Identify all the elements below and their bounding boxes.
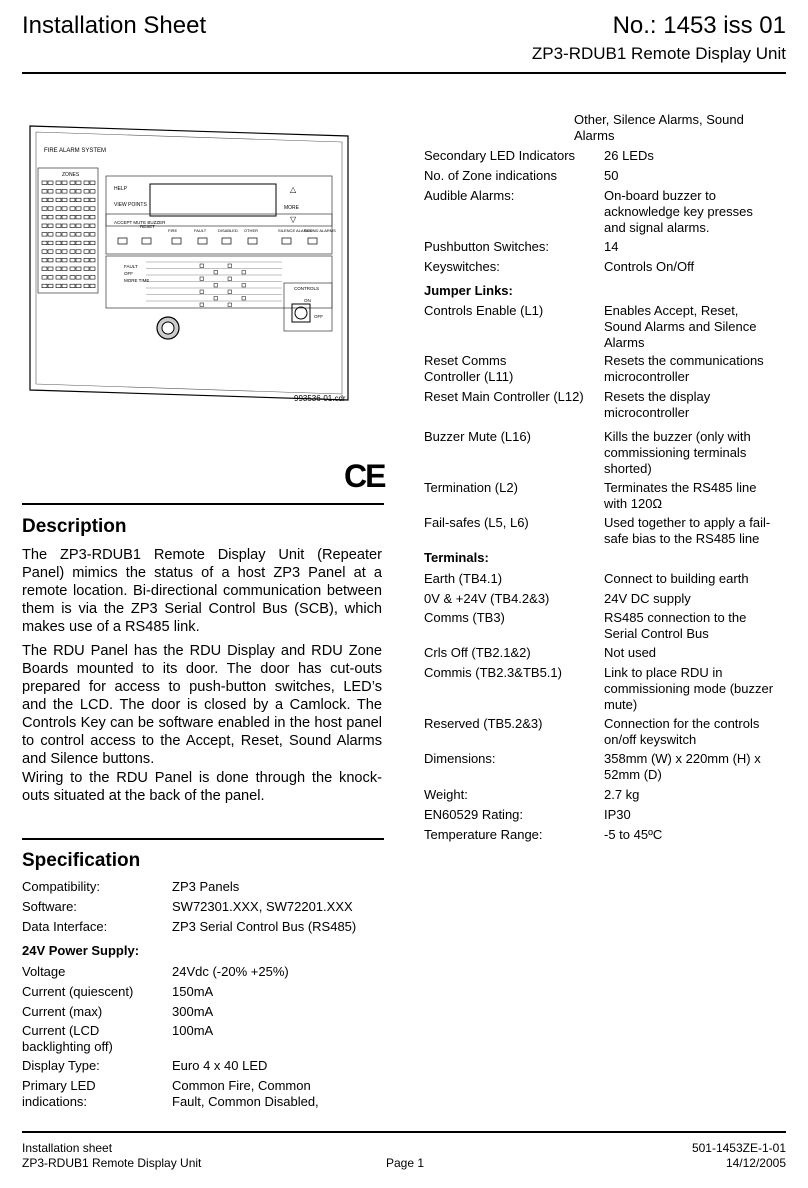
- specification-rule: [22, 838, 384, 840]
- footer-page: Page 1: [386, 1156, 425, 1170]
- specification-heading: Specification: [22, 850, 141, 871]
- up-arrow: △: [290, 185, 297, 194]
- panel-button-label: SILENCE ALARMS: [278, 228, 313, 233]
- zones-label: ZONES: [62, 172, 80, 178]
- jumper-heading: Jumper Links:: [424, 283, 513, 298]
- accept-label: ACCEPT MUTE BUZZER: [114, 220, 166, 225]
- off-label: OFF: [314, 314, 323, 319]
- more-label: MORE: [284, 205, 299, 211]
- panel-outline: [30, 126, 348, 400]
- panel-button-label: FIRE: [168, 228, 178, 233]
- panel-figure: [22, 118, 362, 408]
- footer-left-2: ZP3-RDUB1 Remote Display Unit: [22, 1156, 202, 1170]
- status-off: OFF: [124, 271, 133, 276]
- ce-mark: CE: [344, 458, 385, 494]
- description-rule: [22, 503, 384, 505]
- help-label: HELP: [114, 186, 128, 192]
- description-p1: The ZP3-RDUB1 Remote Display Unit (Repeater Panel) mimics the status of a host ZP3 Panel at a remote location. Bi-directional communication between them is via the ZP3 Serial Control Bus (SCB), which makes use of a RS485 link.: [22, 547, 382, 635]
- power-heading: 24V Power Supply:: [22, 943, 140, 958]
- header-rule: [22, 72, 786, 74]
- on-label: ON: [304, 298, 311, 303]
- description-heading: Description: [22, 516, 127, 537]
- controls-label: CONTROLS: [294, 286, 320, 291]
- description-p3: Wiring to the RDU Panel is done through the knock-outs situated at the back of the panel.: [22, 770, 382, 804]
- panel-button-label: SOUND ALARMS: [304, 228, 336, 233]
- footer-left-1: Installation sheet: [22, 1141, 113, 1155]
- panel-button-label: FAULT: [194, 228, 207, 233]
- footer-right-2: 14/12/2005: [725, 1156, 786, 1170]
- status-more-time: MORE TIME: [124, 278, 150, 283]
- camlock-inner: [162, 322, 174, 334]
- doc-number: No.: 1453 iss 01: [612, 12, 786, 39]
- panel-heading: FIRE ALARM SYSTEM: [44, 148, 107, 154]
- view-points-label: VIEW POINTS: [114, 202, 147, 208]
- doc-title: Installation Sheet: [22, 12, 207, 39]
- description-p2: The RDU Panel has the RDU Display and RDU Zone Boards mounted to its door. The door has cut-outs prepared for access to push-button switches, LED’s and the LCD. The door is closed by a Camlock. The Controls Key can be software enabled in the host panel to control access to the Accept, Reset, Sound Alarms and Silence buttons.: [22, 643, 382, 767]
- terminals-heading: Terminals:: [424, 550, 489, 565]
- panel-button-label: OTHER: [244, 228, 258, 233]
- figure-caption: 993536-01.cdr: [294, 394, 346, 403]
- panel-button-label: DISABLED: [218, 228, 238, 233]
- footer-right-1: 501-1453ZE-1-01: [691, 1141, 786, 1155]
- reset-label: RESET: [140, 224, 156, 229]
- down-arrow: ▽: [290, 215, 297, 224]
- footer-rule: [22, 1131, 786, 1133]
- doc-subtitle: ZP3-RDUB1 Remote Display Unit: [531, 44, 786, 63]
- led-continuation: Other, Silence Alarms, Sound Alarms: [574, 112, 744, 143]
- status-fault: FAULT: [124, 264, 138, 269]
